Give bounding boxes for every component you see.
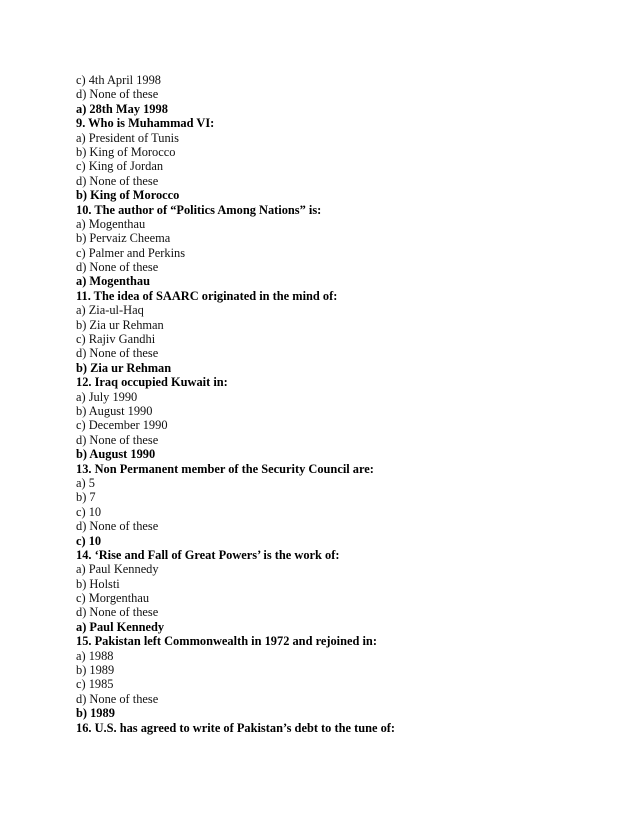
option-text: d) None of these [76,260,159,275]
option-text: c) Morgenthau [76,591,150,606]
option-text: a) 1988 [76,648,114,663]
option-text: d) None of these [76,519,159,534]
option-text: c) 10 [76,504,102,519]
option-text: d) None of these [76,173,159,188]
option-text: b) Zia ur Rehman [76,317,164,332]
option-text: b) 7 [76,490,96,505]
option-text: c) Rajiv Gandhi [76,332,156,347]
question-text: 10. The author of “Politics Among Nations” is: [76,202,322,217]
document-body [76,73,596,735]
option-text: c) December 1990 [76,418,168,433]
option-text: b) August 1990 [76,403,153,418]
option-text: d) None of these [76,691,159,706]
answer-text: b) 1989 [76,706,115,721]
option-text: b) 1989 [76,663,115,678]
question-text: 9. Who is Muhammad VI: [76,116,215,131]
answer-text: a) Mogenthau [76,274,150,289]
answer-text: b) Zia ur Rehman [76,360,172,375]
option-text: a) 5 [76,475,95,490]
option-text: c) 4th April 1998 [76,73,162,87]
answer-text: c) 10 [76,533,102,548]
option-text: b) Pervaiz Cheema [76,231,171,246]
question-text: 15. Pakistan left Commonwealth in 1972 and rejoined in: [76,634,377,649]
question-text: 16. U.S. has agreed to write of Pakistan’s debt to the tune of: [76,720,396,735]
question-text: 14. ‘Rise and Fall of Great Powers’ is the work of: [76,547,340,562]
question-text: 11. The idea of SAARC originated in the mind of: [76,288,338,303]
option-text: a) Zia-ul-Haq [76,303,144,318]
option-text: d) None of these [76,432,159,447]
option-text: c) King of Jordan [76,159,164,174]
answer-text: a) Paul Kennedy [76,619,165,634]
answer-text: a) 28th May 1998 [76,101,168,116]
option-text: a) President of Tunis [76,130,179,145]
option-text: d) None of these [76,605,159,620]
option-text: a) July 1990 [76,389,138,404]
option-text: a) Paul Kennedy [76,562,159,577]
question-text: 12. Iraq occupied Kuwait in: [76,375,228,390]
question-text: 13. Non Permanent member of the Security Council are: [76,461,374,476]
option-text: b) Holsti [76,576,120,591]
answer-text: b) August 1990 [76,447,156,462]
answer-text: b) King of Morocco [76,188,180,203]
option-text: c) 1985 [76,677,114,692]
option-text: a) Mogenthau [76,216,146,231]
option-text: b) King of Morocco [76,144,176,159]
option-text: d) None of these [76,346,159,361]
option-text: d) None of these [76,87,159,102]
option-text: c) Palmer and Perkins [76,245,186,260]
